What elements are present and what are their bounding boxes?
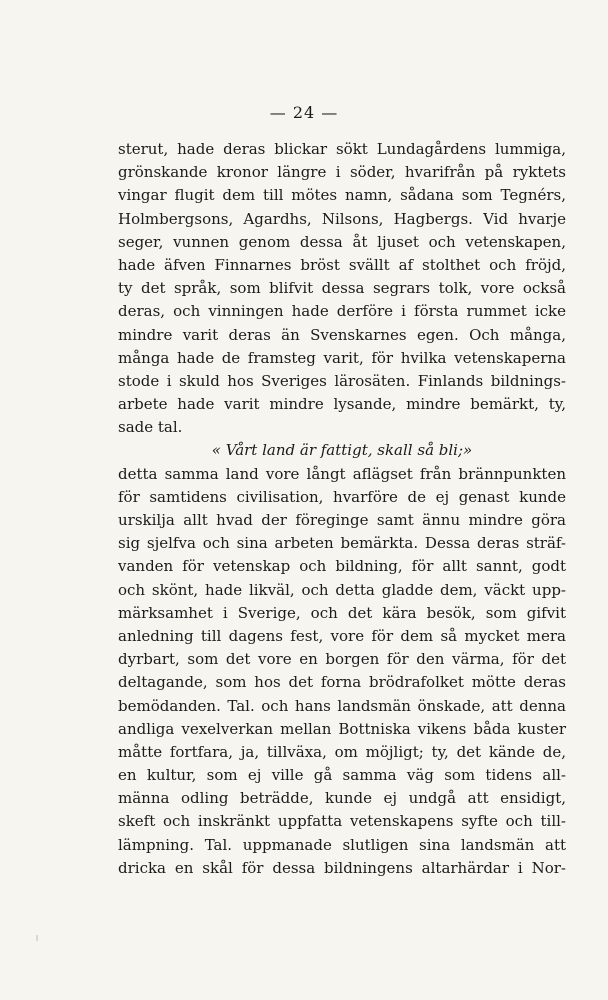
text-line: seger, vunnen genom dessa åt ljuset och vetenskapen, xyxy=(118,232,566,251)
text-line: bemödanden. Tal. och hans landsmän önskade, att denna xyxy=(118,696,566,715)
text-line: deltagande, som hos det forna brödrafolket mötte deras xyxy=(118,673,566,692)
text-line: många hade de framsteg varit, för hvilka vetenskaperna xyxy=(118,348,566,367)
text-line: sade tal. xyxy=(118,418,183,437)
text-line: ty det språk, som blifvit dessa segrars tolk, vore också xyxy=(118,279,566,298)
text-line: vanden för vetenskap och bildning, för allt sannt, godt xyxy=(118,557,566,576)
page-number: — 24 — xyxy=(269,103,339,122)
quoted-verse-line: « Vårt land är fattigt, skall så bli;» xyxy=(211,441,473,460)
text-line: stode i skuld hos Sveriges lärosäten. Finlands bildnings- xyxy=(118,371,566,390)
text-line: lämpning. Tal. uppmanade slutligen sina landsmän att xyxy=(118,835,566,854)
text-line: och skönt, hade likväl, och detta gladde dem, väckt upp- xyxy=(118,580,566,599)
text-line: arbete hade varit mindre lysande, mindre bemärkt, ty, xyxy=(118,395,566,414)
text-line: sterut, hade deras blickar sökt Lundagårdens lummiga, xyxy=(118,140,566,158)
text-line: männa odling beträdde, kunde ej undgå att ensidigt, xyxy=(118,789,566,808)
text-line: en kultur, som ej ville gå samma väg som tidens all- xyxy=(118,766,566,785)
text-line: måtte fortfara, ja, tillväxa, om möjligt; ty, det kände de, xyxy=(118,742,566,761)
text-line: andliga vexelverkan mellan Bottniska vikens båda kuster xyxy=(118,719,566,738)
paper-speck xyxy=(36,935,38,941)
text-line: vingar flugit dem till mötes namn, sådana som Tegnérs, xyxy=(118,186,566,205)
body-text xyxy=(118,138,566,880)
text-line: mindre varit deras än Svenskarnes egen. Och många, xyxy=(118,325,566,344)
text-line: urskilja allt hvad der föreginge samt ännu mindre göra xyxy=(118,511,566,529)
text-line: skeft och inskränkt uppfatta vetenskapens syfte och till- xyxy=(118,812,566,831)
text-line: för samtidens civilisation, hvarföre de ej genast kunde xyxy=(118,487,566,506)
text-line: hade äfven Finnarnes bröst svällt af stolthet och fröjd, xyxy=(118,255,566,274)
text-line: dricka en skål för dessa bildningens altarhärdar i Nor- xyxy=(118,858,566,877)
text-line: dyrbart, som det vore en borgen för den värma, för det xyxy=(118,650,566,669)
text-line: deras, och vinningen hade derföre i första rummet icke xyxy=(118,302,566,321)
text-line: grönskande kronor längre i söder, hvarifrån på ryktets xyxy=(118,163,566,182)
text-line: detta samma land vore långt aflägset från brännpunkten xyxy=(118,464,566,483)
text-line: anledning till dagens fest, vore för dem så mycket mera xyxy=(118,626,566,645)
text-line: Holmbergsons, Agardhs, Nilsons, Hagbergs. Vid hvarje xyxy=(118,209,566,228)
text-line: märksamhet i Sverige, och det kära besök, som gifvit xyxy=(118,603,566,622)
text-line: sig sjelfva och sina arbeten bemärkta. Dessa deras sträf- xyxy=(118,534,566,553)
